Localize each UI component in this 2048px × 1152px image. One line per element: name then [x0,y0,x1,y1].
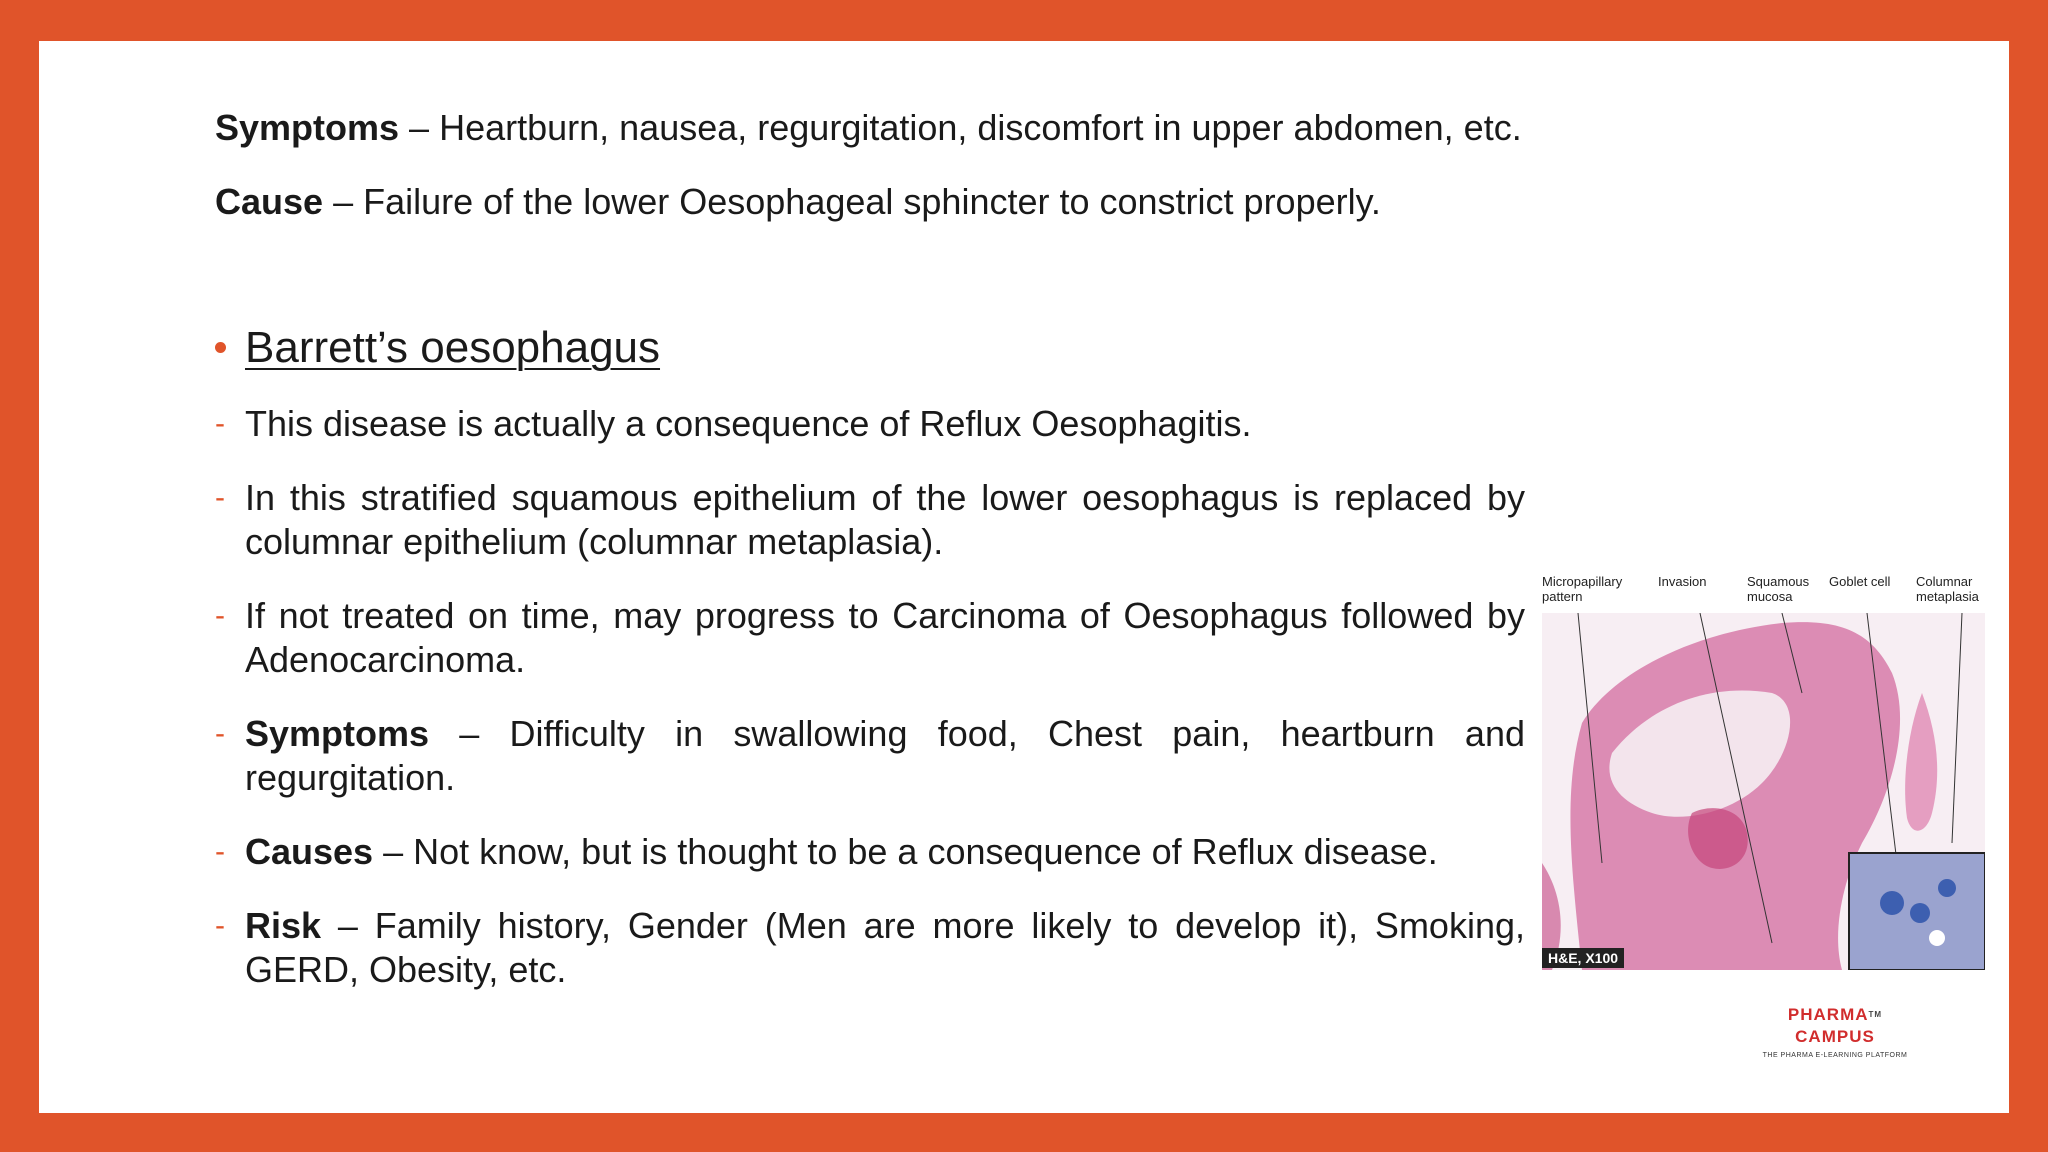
dash-icon: - [215,481,225,514]
point-2 [215,594,1525,682]
cause-text: – Failure of the lower Oesophageal sphincter to constrict properly. [323,181,1381,222]
dash-icon: - [215,909,225,942]
dash-icon: - [215,717,225,750]
section-heading [215,322,1525,374]
symptoms-text: – Heartburn, nausea, regurgitation, discomfort in upper abdomen, etc. [399,107,1522,148]
figure-label-invasion: Invasion [1658,574,1707,589]
point-text: This disease is actually a consequence of Reflux Oesophagitis. [245,403,1252,444]
heading-text: Barrett’s oesophagus [245,323,661,372]
point-3 [215,712,1525,800]
point-text: – Not know, but is thought to be a consequence of Reflux disease. [373,831,1438,872]
point-4 [215,830,1525,874]
figure-label-goblet: Goblet cell [1829,574,1891,589]
figure-label-columnar: Columnar metaplasia [1916,574,1979,604]
point-text: If not treated on time, may progress to Carcinoma of Oesophagus followed by Adenocarcinoma. [245,595,1525,680]
point-text: – Family history, Gender (Men are more likely to develop it), Smoking, GERD, Obesity, etc. [245,905,1525,990]
logo-tagline: THE PHARMA E-LEARNING PLATFORM [1762,1052,1908,1059]
histology-drawing [1542,613,1985,970]
figure-label-micropapillary: Micropapillary pattern [1542,574,1623,604]
point-5 [215,904,1525,992]
logo-line2: CAMPUS [1795,1027,1875,1046]
symptoms-label: Symptoms [215,107,400,148]
slide-content [215,106,1525,1022]
logo-tm: TM [1868,1010,1883,1019]
point-text: – Difficulty in swallowing food, Chest pain, heartburn and regurgitation. [245,713,1525,798]
cause-label: Cause [215,181,324,222]
dash-icon: - [215,407,225,440]
histology-image [1542,613,1985,970]
point-0 [215,402,1525,446]
cause-paragraph [215,180,1525,224]
bullet-dot-icon [215,342,226,353]
figure-label-squamous: Squamous mucosa [1747,574,1810,604]
point-label: Risk [245,905,322,946]
pharma-campus-logo [1760,1004,1910,1059]
dash-icon: - [215,599,225,632]
logo-line1: PHARMA™ [1787,1005,1883,1024]
point-1 [215,476,1525,564]
dash-icon: - [215,835,225,868]
symptoms-paragraph [215,106,1525,150]
point-label: Symptoms [245,713,430,754]
stain-badge: H&E, X100 [1542,948,1624,968]
point-label: Causes [245,831,374,872]
point-text: In this stratified squamous epithelium of the lower oesophagus is replaced by columnar epithelium (columnar metaplasia). [245,477,1525,562]
